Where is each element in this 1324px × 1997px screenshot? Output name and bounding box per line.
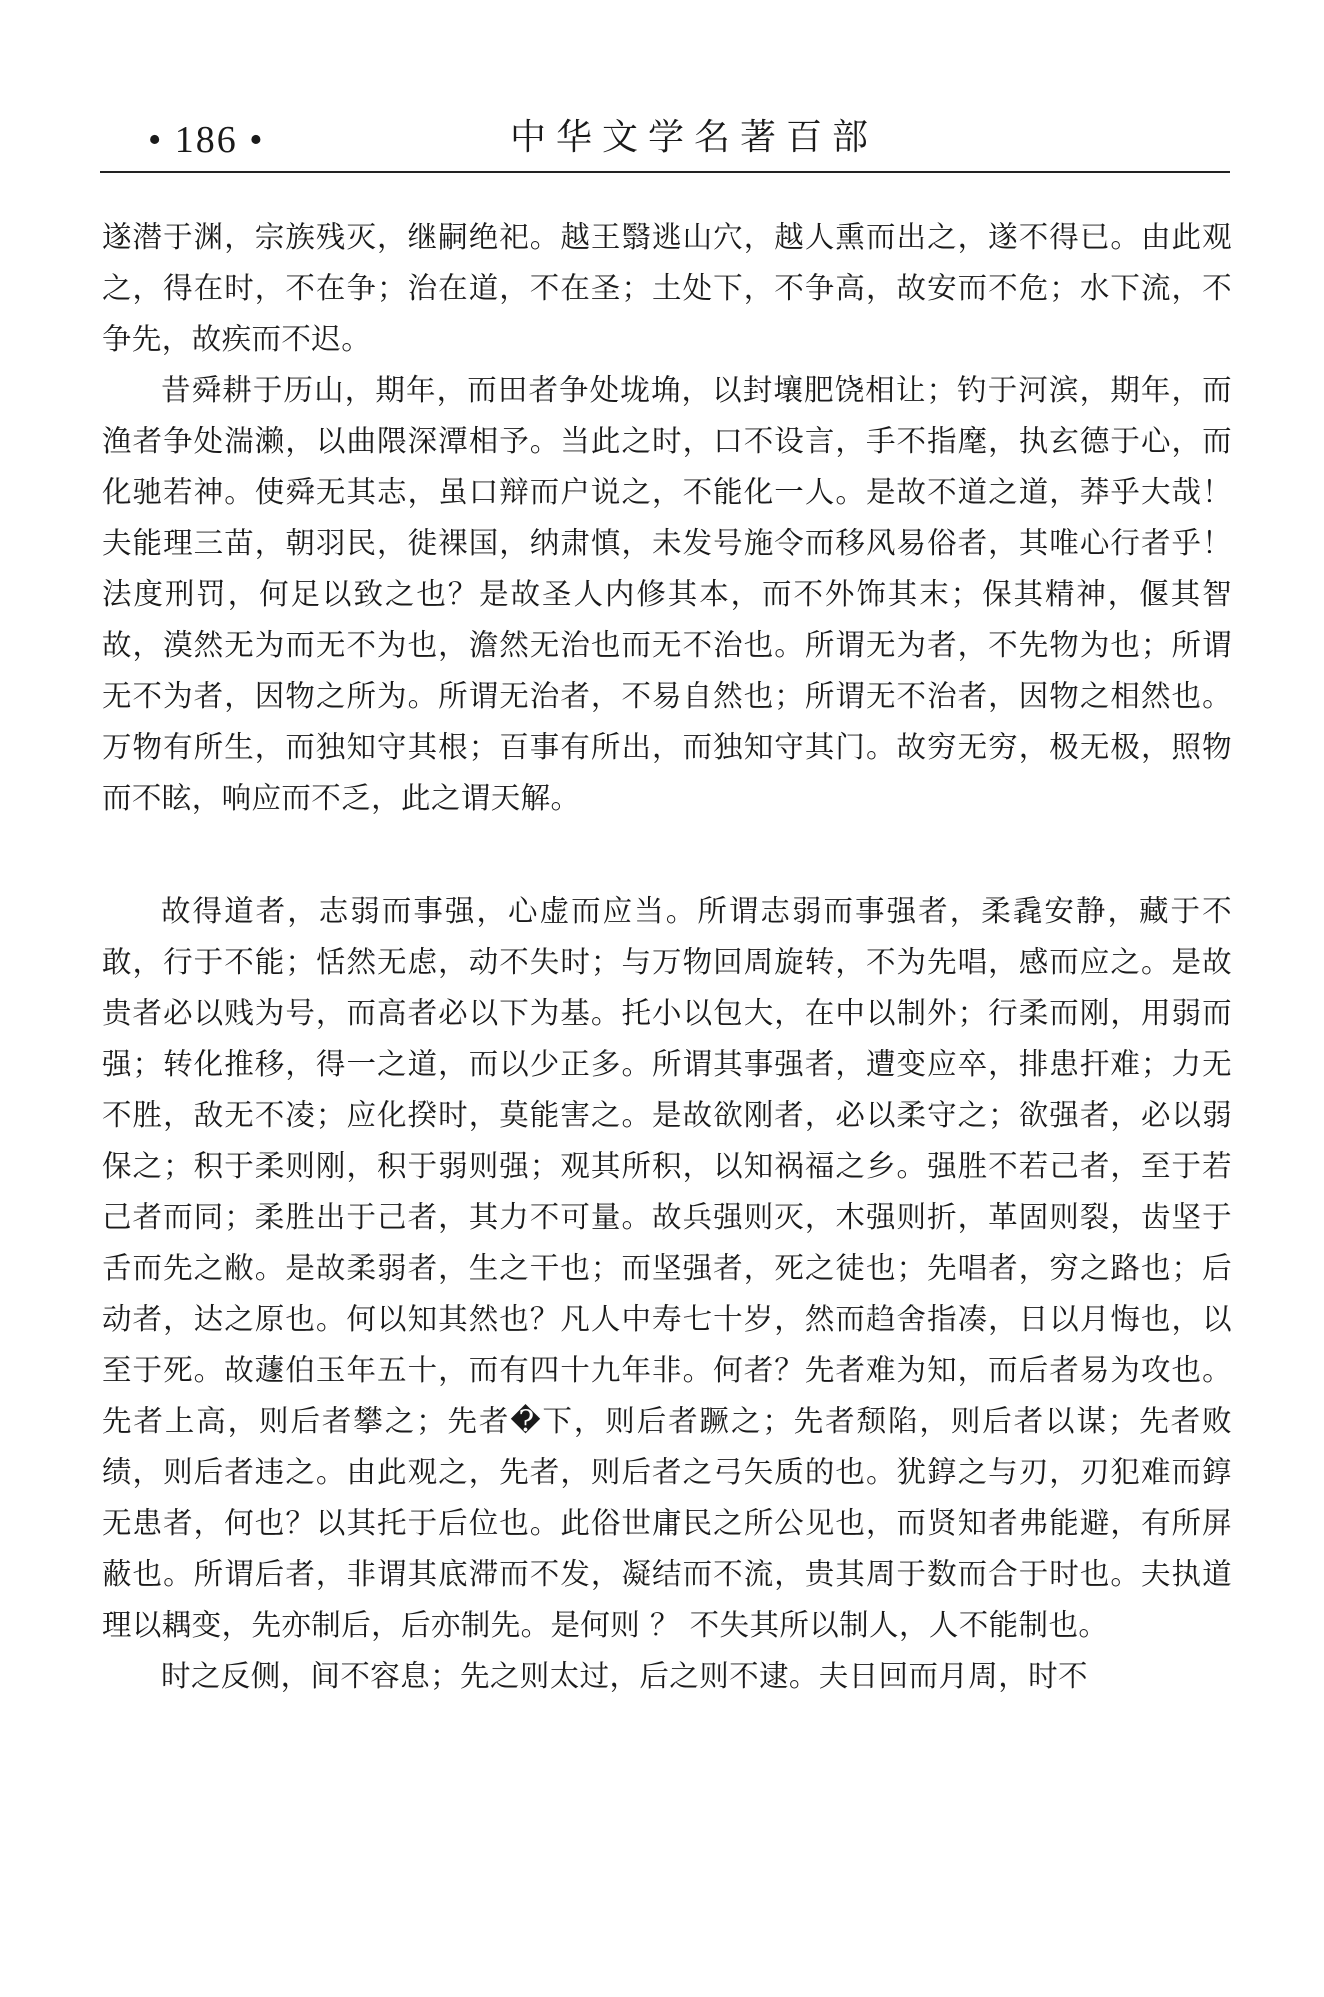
header-rule (100, 171, 1230, 173)
page-header (100, 110, 1230, 170)
running-title: 中华文学名著百部 (510, 117, 879, 158)
paragraph: 时之反侧，间不容息；先之则太过，后之则不逮。夫日回而月周，时不 (161, 1659, 1088, 1693)
paragraph: 故得道者，志弱而事强，心虚而应当。所谓志弱而事强者，柔毳安静，藏于不敢，行于不能；恬然无虑，动不失时；与万物回周旋转，不为先唱，感而应之。是故贵者必以贱为号，而高者必以下为基。托小以包大，在中以制外；行柔而刚，用弱而强；转化推移，得一之道，而以少正多。所谓其事强者，遭变应卒，排患扞难；力无不胜，敌无不凌；应化揆时，莫能害之。是故欲刚者，必以柔守之；欲强者，必以弱保之；积于柔则刚，积于弱则强；观其所积，以知祸福之乡。强胜不若己者，至于若己者而同；柔胜出于己者，其力不可量。故兵强则灭，木强则折，革固则裂，齿坚于舌而先之敝。是故柔弱者，生之干也；而坚强者，死之徒也；先唱者，穷之路也；后动者，达之原也。何以知其然也？凡人中寿七十岁，然而趋舍指凑，日以月悔也，以至于死。故蘧伯玉年五十，而有四十九年非。何者？先者难为知，而后者易为攻也。先者上高，则后者攀之；先者�下，则后者蹶之；先者颓陷，则后者以谋；先者败绩，则后者违之。由此观之，先者，则后者之弓矢质的也。犹錞之与刃，刃犯难而錞无患者，何也？以其托于后位也。此俗世庸民之所公见也，而贤知者弗能避，有所屏蔽也。所谓后者，非谓其底滞而不发，凝结而不流，贵其周于数而合于时也。夫执道理以耦变，先亦制后，后亦制先。是何则 ？ 不失其所以制人，人不能制也。 (102, 894, 1232, 1642)
paragraph: 遂潜于渊，宗族残灭，继嗣绝祀。越王翳逃山穴，越人熏而出之，遂不得已。由此观之，得在时，不在争；治在道，不在圣；土处下，不争高，故安而不危；水下流，不争先，故疾而不迟。 (102, 220, 1232, 356)
body-text (102, 212, 1232, 1702)
page-number: • 186 • (148, 119, 265, 161)
paragraph: 昔舜耕于历山，期年，而田者争处垅埆，以封壤肥饶相让；钓于河滨，期年，而渔者争处湍濑，以曲隈深潭相予。当此之时，口不设言，手不指麾，执玄德于心，而化驰若神。使舜无其志，虽口辩而户说之，不能化一人。是故不道之道，莽乎大哉！夫能理三苗，朝羽民，徙裸国，纳肃慎，未发号施令而移风易俗者，其唯心行者乎！法度刑罚，何足以致之也？是故圣人内修其本，而不外饰其末；保其精神，偃其智故，漠然无为而无不为也，澹然无治也而无不治也。所谓无为者，不先物为也；所谓无不为者，因物之所为。所谓无治者，不易自然也；所谓无不治者，因物之相然也。万物有所生，而独知守其根；百事有所出，而独知守其门。故穷无穷，极无极，照物而不眩，响应而不乏，此之谓天解。 (102, 373, 1232, 815)
